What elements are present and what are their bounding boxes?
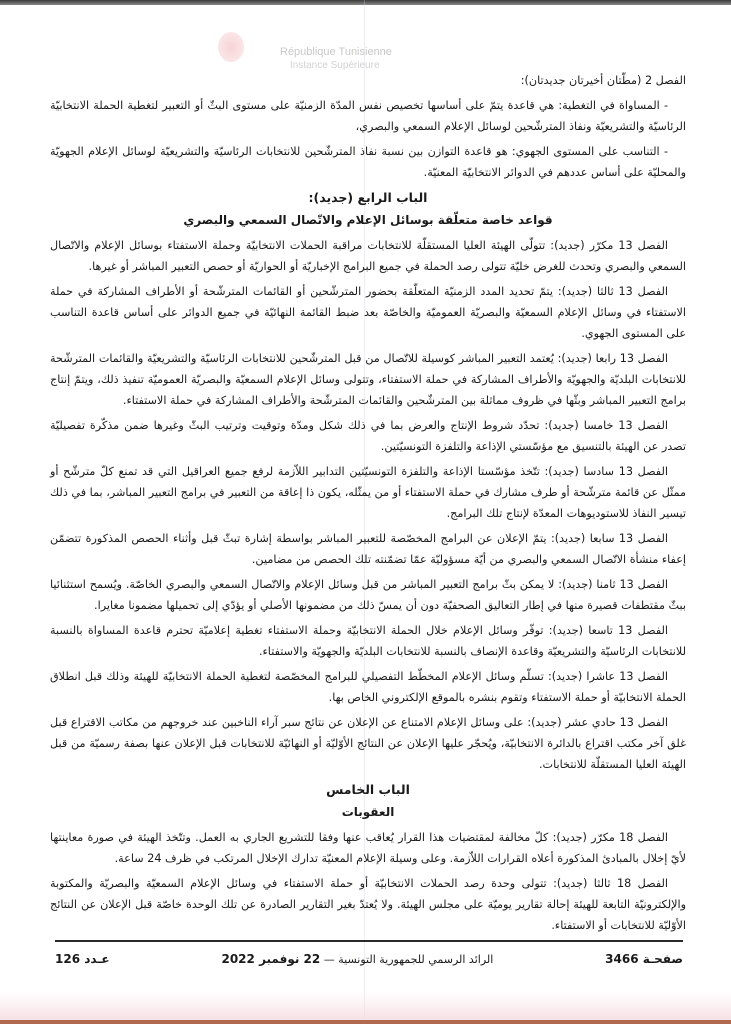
article-13-septies: الفصل 13 سابعا (جديد): يتمّ الإعلان عن البرامج المخصّصة للتعبير المباشر بواسطة إشارة تبثّ قبل وأثناء الحصص المذكورة تتضمّن إعفاء منشأة الاتّصال السمعي والبصري من أيّة مسؤوليّة عمّا تضمّنته تلك الحصص من مضامين. — [50, 532, 686, 566]
article-13-decies: الفصل 13 عاشرا (جديد): تسلّم وسائل الإعلام المخطّط التفصيلي للبرامج المخصّصة لتغطية الحملة الانتخابيّة للهيئة وذلك قبل انطلاق الحملة الانتخابيّة أو حملة الاستفتاء وتقوم بنشره بالموقع الإلكتروني الخاص بها. — [50, 670, 686, 704]
bullet-regional-proportionality: - التناسب على المستوى الجهوي: هو قاعدة التوازن بين نسبة نفاذ المترشّحين للانتخابات الرئاسيّة والتشريعيّة لوسائل الإعلام الجهويّة والمحليّة على أساس عددهم في الدوائر الانتخابيّة المعنيّة. — [50, 145, 686, 179]
gazette-title: الرائد الرسمي للجمهورية التونسية — — [323, 953, 494, 966]
bleed-french-line-2: Instance Supérieure — [290, 60, 380, 71]
article-13-ter: الفصل 13 ثالثا (جديد): يتمّ تحديد المدد الزمنيّة المتعلّقة بحضور المترشّحين أو القائمات المترشّحة أو الأطراف المشاركة في حملة الاستفتاء في وسائل الإعلام السمعيّة والبصريّة العموميّة والخاصّة بعد ضبط القائمة النهائيّة في جميع الدوائر على أساس قاعدة التناسب على المستوى الجهوي. — [50, 285, 686, 340]
article-13-nonies: الفصل 13 تاسعا (جديد): توفّر وسائل الإعلام خلال الحملة الانتخابيّة وحملة الاستفتاء تغطية إعلاميّة تحترم قاعدة المساواة بالنسبة للانتخابات الرئاسيّة والتشريعيّة وقاعدة الإنصاف بالنسبة للانتخابات البلديّة والجهويّة والاستفتاء. — [50, 624, 686, 658]
footer-divider — [55, 940, 683, 942]
issue-number: عـدد 126 — [55, 952, 110, 966]
bullet-equality-coverage: - المساواة في التغطية: هي قاعدة يتمّ على أساسها تخصيص نفس المدّة الزمنيّة على مستوى البثّ أو التعبير لتغطية الحملة الانتخابيّة الرئاسيّة والتشريعيّة ونفاذ المترشّحين لوسائل الإعلام السمعي والبصري، — [50, 99, 686, 133]
tunisia-emblem-icon — [218, 32, 244, 62]
chapter-4-title: الباب الرابع (جديد): — [308, 190, 428, 205]
scan-top-edge — [0, 0, 731, 5]
article-13-sexies: الفصل 13 سادسا (جديد): تتّخذ مؤسّستا الإذاعة والتلفزة التونسيّتين التدابير اللاّزمة لرفع جميع العراقيل التي قد تمنع كلّ مترشّح أو ممثّل عن قائمة مترشّحة أو طرف مشارك في حملة الاستفتاء أو من يمثّله، يكون ذا إعاقة من التعبير في برامج التعبير المباشر، بما في ذلك تيسير النفاذ للاستوديوهات المعدّة لإنتاج تلك البرامج. — [50, 465, 686, 520]
gazette-date: 22 نوفمبر 2022 — [221, 952, 321, 966]
article-13-quater: الفصل 13 رابعا (جديد): يُعتمد التعبير المباشر كوسيلة للاتّصال من قبل المترشّحين للانتخابات الرئاسيّة والتشريعيّة والقائمات المترشّحة للانتخابات البلديّة والجهويّة والأطراف المشاركة في حملة الاستفتاء، وتتولى وسائل الإعلام السمعيّة والبصريّة العموميّة تنفيذ ذلك، ويتمّ إنتاج برامج التعبير المباشر وبثّها في ظروف مماثلة بين المترشّحين والقائمات المترشّحة والأطراف المشاركة في حملة الاستفتاء. — [50, 352, 686, 407]
document-body — [50, 70, 686, 940]
scan-bottom-edge — [0, 1020, 731, 1024]
bleed-french-line-1: République Tunisienne — [280, 46, 392, 58]
page-number: صفحـة 3466 — [605, 952, 683, 966]
chapter-5-title: الباب الخامس — [326, 782, 410, 797]
article-18-ter: الفصل 18 ثالثا (جديد): تتولى وحدة رصد الحملات الانتخابيّة أو حملة الاستفتاء في وسائل الإعلام السمعيّة والبصريّة والمكتوبة والإلكترونيّة التابعة للهيئة إحالة تقارير يوميّة على مجلس الهيئة. ولا يُعتدّ بغير التقارير الصادرة عن تلك الوحدة خاصّة قبل الإعلان عن النتائج الأوّليّة للانتخابات أو الاستفتاء. — [50, 877, 686, 932]
scan-bottom-tint — [0, 992, 731, 1020]
chapter-4-subtitle: قواعد خاصة متعلّقة بوسائل الإعلام والاتّصال السمعي والبصري — [183, 213, 553, 227]
gazette-title-line — [221, 952, 493, 966]
article-13-octies: الفصل 13 ثامنا (جديد): لا يمكن بثّ برامج التعبير المباشر من قبل وسائل الإعلام والاتّصال السمعي والبصري الخاصّة. ويُسمح استثنائيا ببثّ مقتطفات قصيرة منها في إطار التعاليق الصحفيّة دون أن يمسّ ذلك من مضمونها الأصلي أو يؤدّي إلى تحميلها مضمونا مغايرا. — [50, 578, 686, 612]
article-13-bis: الفصل 13 مكرّر (جديد): تتولّى الهيئة العليا المستقلّة للانتخابات مراقبة الحملات الانتخابيّة وحملة الاستفتاء بوسائل الإعلام والاتّصال السمعي والبصري وتحدث للغرض خليّة تتولى رصد الحملة في جميع البرامج الإخباريّة أو الحواريّة أو حصص التعبير المباشر أو غيرها. — [50, 239, 686, 273]
page-footer — [55, 952, 683, 966]
article-13-undecies: الفصل 13 حادي عشر (جديد): على وسائل الإعلام الامتناع عن الإعلان عن نتائج سبر آراء الناخبين عند خروجهم من مكاتب الاقتراع قبل غلق آخر مكتب اقتراع بالدائرة الانتخابيّة، ويُحجّر عليها الإعلان عن النتائج الأوّليّة أو النهائيّة للانتخابات قبل الإعلان عنها بصفة رسميّة من قبل الهيئة العليا المستقلّة للانتخابات. — [50, 716, 686, 771]
article-18-bis: الفصل 18 مكرّر (جديد): كلّ مخالفة لمقتضيات هذا القرار يُعاقب عنها وفقا للتشريع الجاري به العمل. وتتّخذ الهيئة في صورة معاينتها لأيّ إخلال بالمبادئ المذكورة أعلاه القرارات اللاّزمة. وعلى وسيلة الإعلام المعنيّة تدارك الإخلال المرتكب في ظرف 24 ساعة. — [50, 831, 686, 865]
article-2-label: الفصل 2 (مطّتان أخيرتان جديدتان): — [520, 74, 686, 87]
article-13-quinquies: الفصل 13 خامسا (جديد): تحدّد شروط الإنتاج والعرض بما في ذلك شكل ومدّة وتوقيت وترتيب البثّ وغيرها ضمن مذكّرة تفصيليّة تصدر عن الهيئة بالتنسيق مع مؤسّستي الإذاعة والتلفزة التونسيّتين. — [50, 419, 686, 453]
chapter-5-subtitle: العقوبات — [341, 805, 395, 819]
